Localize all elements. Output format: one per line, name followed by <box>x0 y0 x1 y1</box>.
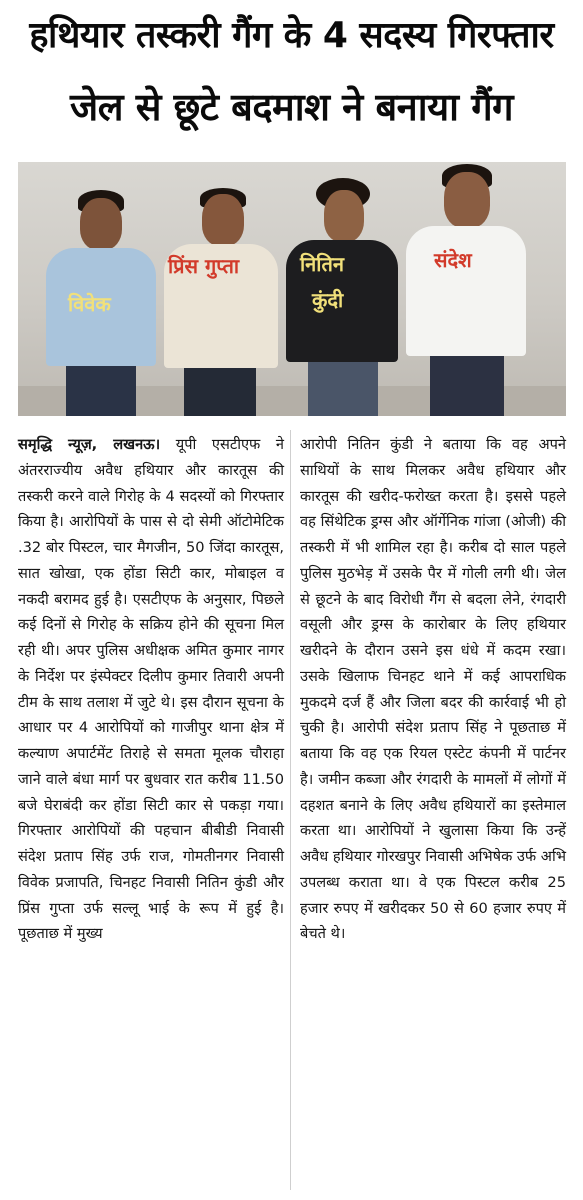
article-column-1 <box>18 432 284 947</box>
label-vivek: विवेक <box>68 292 111 316</box>
article-text-2: आरोपी नितिन कुंडी ने बताया कि वह अपने साथियों के साथ मिलकर अवैध हथियार और कारतूस की खरीद-फरोख्त करता है। इससे पहले वह सिंथेटिक ड्रग्स और ऑर्गेनिक गांजा (ओजी) की तस्करी में भी शामिल रहा है। करीब दो साल पहले पुलिस मुठभेड़ में उसके पैर में गोली लगी थी। जेल से छूटने के बाद विरोधी गैंग से बदला लेने, रंगदारी वसूली और ड्रग्स के कारोबार के लिए हथियार खरीदने के दौरान उसने इस धंधे में कदम रखा। उसके खिलाफ चिनहट थाने में कई आपराधिक मुकदमे दर्ज हैं और जिला बदर की कार्रवाई भी हो चुकी है। आरोपी संदेश प्रताप सिंह ने पूछताछ में बताया कि वह एक रियल एस्टेट कंपनी में पार्टनर है। जमीन कब्जा और रंगदारी के मामलों में लोगों में दहशत बनाने के लिए अवैध हथियारों का इस्तेमाल करता था। आरोपियों ने खुलासा किया कि उन्हें अवैध हथियार गोरखपुर निवासी अभिषेक उर्फ अभि उपलब्ध कराता था। वे एक पिस्टल करीब 25 हजार रुपए में खरीदकर 50 से 60 हजार रुपए में बेचते थे। <box>300 436 566 943</box>
label-kundi: कुंदी <box>312 288 344 312</box>
label-prince-gupta: प्रिंस गुप्ता <box>168 254 240 278</box>
headline-line-1: हथियार तस्करी गैंग के 4 सदस्य गिरफ्तार <box>29 15 554 56</box>
column-divider <box>290 430 291 1190</box>
label-nitin: नितिन <box>300 252 344 276</box>
article-text-1: यूपी एसटीएफ ने अंतरराज्यीय अवैध हथियार और कारतूस की तस्करी करने वाले गिरोह के 4 सदस्यों को गिरफ्तार किया है। आरोपियों के पास से दो सेमी ऑटोमेटिक .32 बोर पिस्टल, चार मैगजीन, 50 जिंदा कारतूस, सात खोखा, एक होंडा सिटी कार, मोबाइल व नकदी बरामद हुई है। एसटीएफ के अनुसार, पिछले कई दिनों से गिरोह के सक्रिय होने की सूचना मिल रही थी। अपर पुलिस अधीक्षक अमित कुमार नागर के निर्देश पर इंस्पेक्टर दिलीप कुमार तिवारी अपनी टीम के साथ तलाश में जुटे थे। इस दौरान सूचना के आधार पर 4 आरोपियों को गाजीपुर थाना क्षेत्र में कल्याण अपार्टमेंट तिराहे से समता मूलक चौराहा जाने वाले बंधा मार्ग पर बुधवार रात करीब 11.50 बजे घेराबंदी कर होंडा सिटी कार से पकड़ा गया। गिरफ्तार आरोपियों की पहचान बीबीडी निवासी संदेश प्रताप सिंह उर्फ राज, गोमतीनगर निवासी विवेक प्रजापति, चिनहट निवासी नितिन कुंडी और प्रिंस गुप्ता उर्फ सल्लू भाई के रूप में हुई है। पूछताछ में मुख्य <box>18 436 284 943</box>
person-prince <box>160 188 280 416</box>
person-sandesh <box>402 164 530 416</box>
dateline: समृद्धि न्यूज़, लखनऊ। <box>18 436 161 453</box>
arrested-men-photo <box>18 162 566 416</box>
article-column-2 <box>300 432 566 947</box>
label-sandesh: संदेश <box>434 248 472 272</box>
headline-line-2: जेल से छूटे बदमाश ने बनाया गैंग <box>70 85 513 129</box>
